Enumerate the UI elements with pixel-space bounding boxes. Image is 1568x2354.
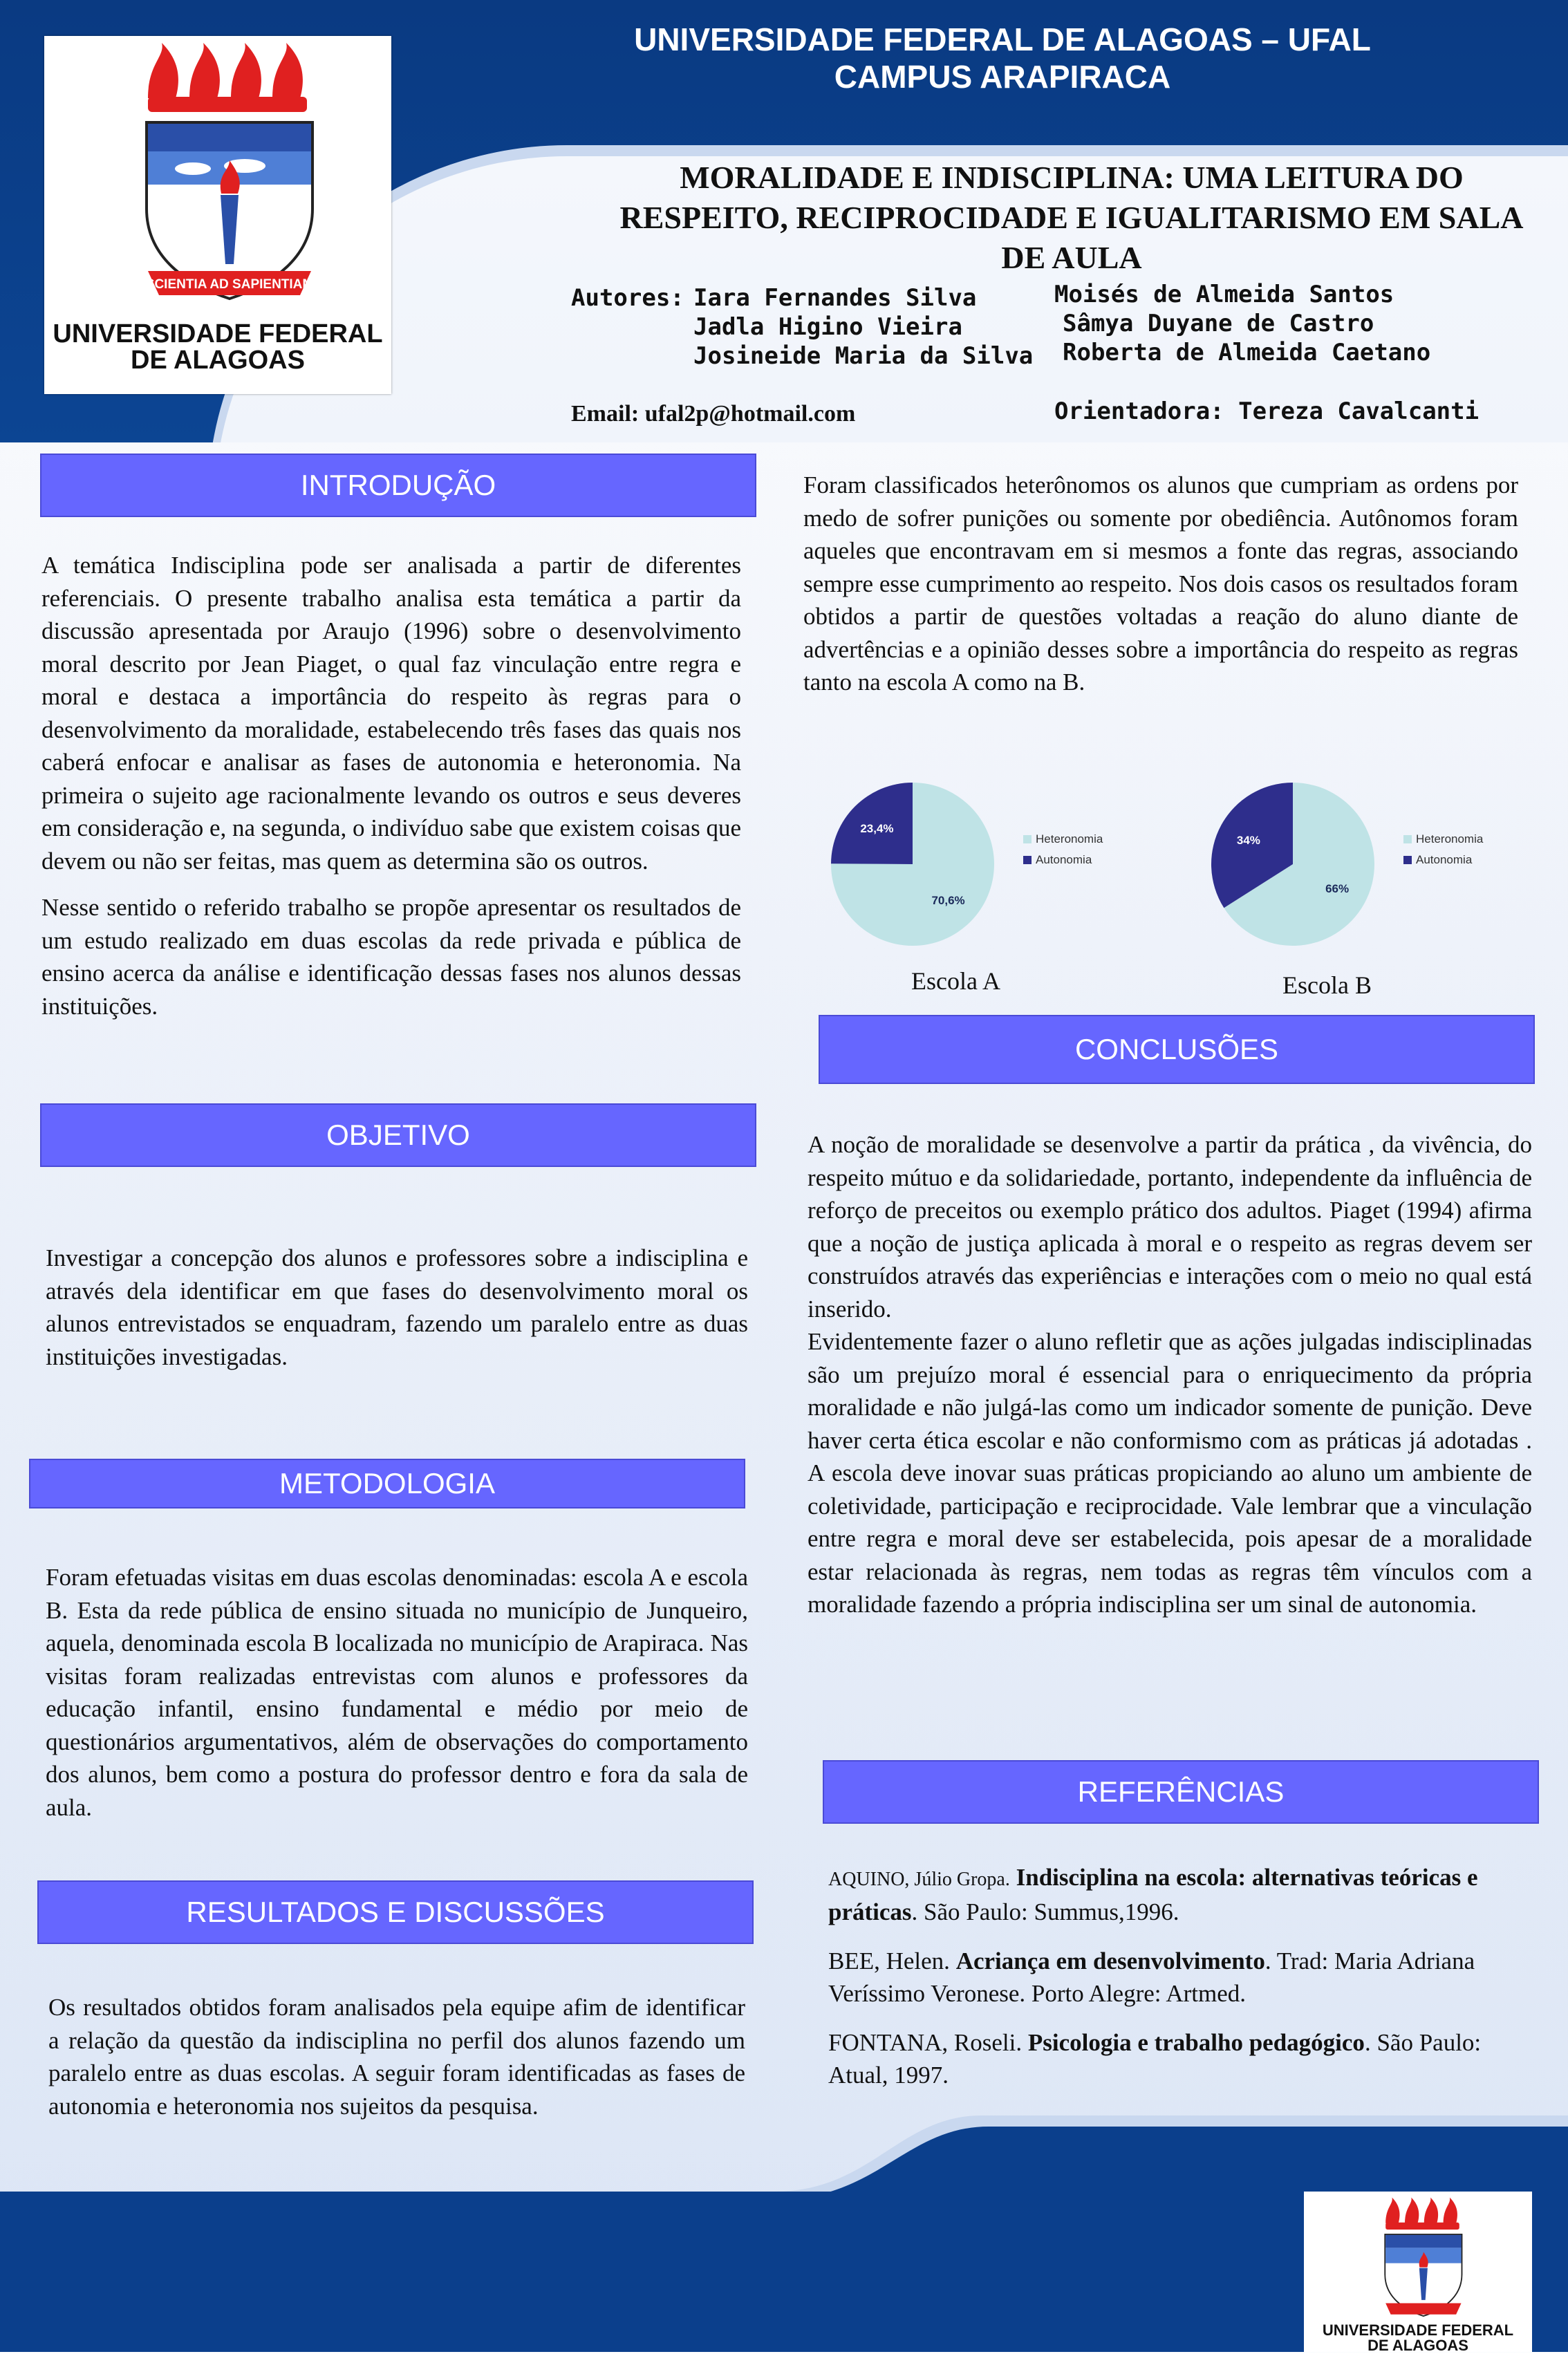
author-name: Moisés de Almeida Santos <box>1054 281 1394 308</box>
legend-swatch <box>1023 835 1032 843</box>
authors-column-2 <box>1054 280 1430 367</box>
reference-details: . São Paulo: Summus,1996. <box>911 1898 1179 1925</box>
pie-caption-escola-b: Escola B <box>1282 971 1372 999</box>
poster-title-line2: RESPEITO, RECIPROCIDADE E IGUALITARISMO EM SALA <box>619 200 1524 235</box>
introducao-text <box>41 549 741 1022</box>
classificacao-paragraph: Foram classificados heterônomos os alunos que cumpriam as ordens por medo de sofrer punições ou somente por obediência. Autônomos foram aqueles que encontravam em si mesmos a fonte das regras, associando sempre esse cumprimento ao respeito. Nos dois casos os resultados foram obtidos a partir de questões voltadas a reação do aluno diante de advertências e a opinião desses sobre a importância do respeito as regras tanto na escola A como na B. <box>803 471 1518 695</box>
reference-title: Psicologia e trabalho pedagógico <box>1027 2029 1365 2056</box>
university-logo <box>44 36 391 394</box>
advisor: Orientadora: Tereza Cavalcanti <box>1054 398 1480 425</box>
author-name: Josineide Maria da Silva <box>693 342 1034 370</box>
section-heading-referencias: REFERÊNCIAS <box>823 1760 1539 1824</box>
metodologia-paragraph: Foram efetuadas visitas em duas escolas denominadas: escola A e escola B. Esta da rede pública de ensino situada no município de Junqueiro, aquela, denominada escola B localizada no município de Arapiraca. Nas visitas foram realizadas entrevistas com alunos e professores da educação infantil, ensino fundamental e médio por meio de questionários argumentativos, além de observações do comportamento dos alunos, bem como a postura do professor dentro e fora da sala de aula. <box>46 1564 748 1821</box>
poster-title-line3: DE AULA <box>1001 240 1142 275</box>
reference-title: Indisciplina na escola: alternativas teóricas e práticas <box>828 1864 1478 1925</box>
referencias-list <box>828 1861 1524 2108</box>
authors-column-1 <box>693 283 1033 371</box>
authors-label: Autores: <box>571 284 684 312</box>
university-title-line1: UNIVERSIDADE FEDERAL DE ALAGOAS – UFAL <box>634 21 1371 57</box>
pie-caption-escola-a: Escola A <box>911 967 1000 995</box>
reference-item <box>828 2026 1524 2091</box>
logo-caption <box>44 321 391 373</box>
resultados-paragraph: Os resultados obtidos foram analisados pela equipe afim de identificar a relação da questão da indisciplina no perfil dos alunos fazendo um paralelo entre as duas escolas. A seguir foram identificadas as fases de autonomia e heteronomia nos sujeitos da pesquisa. <box>48 1994 745 2120</box>
section-heading-metodologia: METODOLOGIA <box>29 1459 745 1508</box>
pie-data-label: 70,6% <box>931 893 965 907</box>
section-heading-objetivo: OBJETIVO <box>40 1103 756 1167</box>
logo-caption-line1: UNIVERSIDADE FEDERAL <box>53 319 383 348</box>
university-title <box>484 21 1521 95</box>
objetivo-paragraph: Investigar a concepção dos alunos e professores sobre a indisciplina e através dela identificar em que fases do desenvolvimento moral os alunos entrevistados se enquadram, fazendo um paralelo entre as duas instituições investigadas. <box>46 1244 748 1370</box>
conclusoes-paragraph-1: A noção de moralidade se desenvolve a partir da prática , da vivência, do respeito mútuo e da solidariedade, portanto, independente da influência de reforço de preceitos ou exemplo prático dos adultos. Piaget (1994) afirma que a noção de justiça aplicada à moral e o respeito as regras devem ser construídos através das experiências e interações com o meio no qual está inserido. <box>808 1131 1532 1323</box>
logo-motto: SCIENTIA AD SAPIENTIAM <box>145 277 314 292</box>
footer-logo <box>1304 2192 1532 2352</box>
legend-label: Heteronomia <box>1416 832 1484 846</box>
university-title-line2: CAMPUS ARAPIRACA <box>834 59 1171 95</box>
introducao-paragraph-2: Nesse sentido o referido trabalho se propõe apresentar os resultados de um estudo realizado em duas escolas da rede privada e pública de ensino acerca da análise e identificação dessas fases nos alunos dessas instituições. <box>41 894 741 1020</box>
pie-chart-escola-b <box>1196 767 1556 961</box>
legend-label: Autonomia <box>1036 853 1092 866</box>
pie-data-label: 66% <box>1325 882 1350 896</box>
footer-coat-of-arms-icon <box>1304 2194 1532 2326</box>
reference-details: . São Paulo: Atual, 1997. <box>828 2029 1482 2089</box>
pie-data-label: 34% <box>1236 833 1260 847</box>
metodologia-text <box>46 1561 748 1824</box>
footer-logo-caption <box>1304 2323 1532 2353</box>
objetivo-text <box>46 1242 748 1373</box>
legend-label: Heteronomia <box>1036 832 1103 846</box>
conclusoes-text <box>808 1128 1532 1621</box>
footer-curve <box>0 2088 1568 2198</box>
legend-swatch <box>1403 856 1412 864</box>
introducao-paragraph-1: A temática Indisciplina pode ser analisada a partir de diferentes referenciais. O presente trabalho analisa esta temática a partir da discussão apresentada por Araujo (1996) sobre o desenvolvimento moral descrito por Jean Piaget, o qual faz vinculação entre regra e moral e destaca a importância do respeito às regras para o desenvolvimento da moralidade, estabelecendo três fases das quais nos caberá enfocar e analisar as fases de autonomia e heteronomia. Na primeira o sujeito age racionalmente levando os outros e seus deveres em consideração e, na segunda, o indivíduo sabe que existem coisas que devem ou não ser feitas, mas quem as determina são os outros. <box>41 552 741 875</box>
pie-data-label: 23,4% <box>860 822 894 836</box>
coat-of-arms-icon <box>44 36 391 319</box>
reference-author: AQUINO, Júlio Gropa. <box>828 1869 1010 1890</box>
poster-title <box>588 158 1556 278</box>
reference-item <box>828 1861 1524 1928</box>
logo-caption-line2: DE ALAGOAS <box>131 346 305 375</box>
legend-swatch <box>1023 856 1032 864</box>
section-heading-resultados: RESULTADOS E DISCUSSÕES <box>37 1880 754 1944</box>
classificacao-text <box>803 469 1518 699</box>
reference-details: . Trad: Maria Adriana Veríssimo Veronese. Porto Alegre: Artmed. <box>828 1947 1475 2007</box>
legend-label: Autonomia <box>1416 853 1473 866</box>
legend-swatch <box>1403 835 1412 843</box>
author-name: Jadla Higino Vieira <box>693 313 962 341</box>
footer-logo-caption-line1: UNIVERSIDADE FEDERAL <box>1322 2322 1514 2339</box>
conclusoes-paragraph-2: Evidentemente fazer o aluno refletir que as ações julgadas indisciplinadas são um prejuízo moral é essencial para o enriquecimento da própria moralidade e não julgá-las como um indicador somente de punição. Deve haver certa ética escolar e não conformismo com as práticas já adotadas . A escola deve inovar suas práticas propiciando ao aluno um ambiente de coletividade, participação e reciprocidade. Vale lembrar que a vinculação entre regra e moral deve ser estabelecida, pois apesar de a moralidade estar relacionada às regras, nem todas as regras têm vínculos com a moralidade fazendo a própria indisciplina ser um sinal de autonomia. <box>808 1328 1532 1618</box>
pie-chart-escola-a <box>816 767 1175 961</box>
author-name: Roberta de Almeida Caetano <box>1063 339 1431 366</box>
contact-email: Email: ufal2p@hotmail.com <box>571 401 856 427</box>
reference-author: BEE, Helen. <box>828 1947 950 1974</box>
section-heading-conclusoes: CONCLUSÕES <box>819 1015 1535 1084</box>
reference-item <box>828 1945 1524 2010</box>
poster-title-line1: MORALIDADE E INDISCIPLINA: UMA LEITURA DO <box>680 160 1464 195</box>
author-name: Sâmya Duyane de Castro <box>1063 310 1374 337</box>
reference-author: FONTANA, Roseli. <box>828 2029 1023 2056</box>
section-heading-introducao: INTRODUÇÃO <box>40 454 756 517</box>
author-name: Iara Fernandes Silva <box>693 284 977 312</box>
reference-title: Acriança em desenvolvimento <box>955 1947 1265 1974</box>
footer-logo-caption-line2: DE ALAGOAS <box>1368 2337 1468 2354</box>
